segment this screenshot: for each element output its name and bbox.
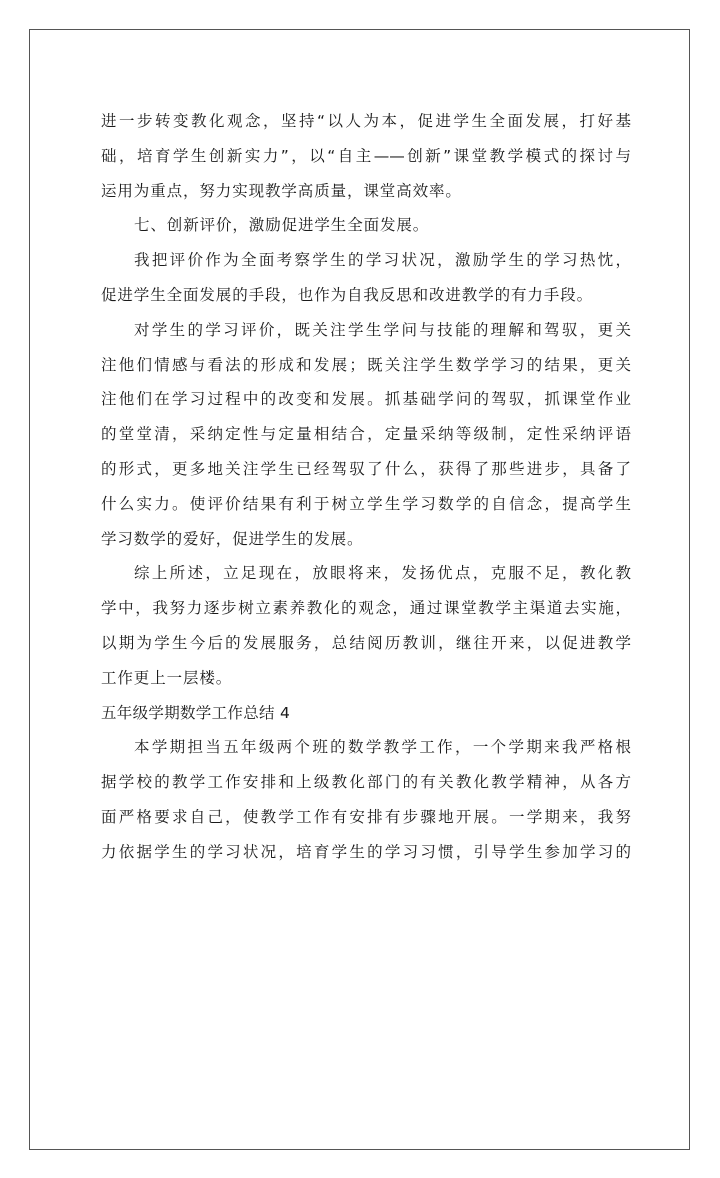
text-line: 注他们情感与看法的形成和发展；既关注学生数学学习的结果，更关 [101,355,631,374]
text-line: 进一步转变教化观念，坚持“以人为本，促进学生全面发展，打好基 [101,112,631,130]
text-line: 以期为学生今后的发展服务，总结阅历教训，继往开来，以促进教学 [101,633,631,652]
text-line: 什么实力。使评价结果有利于树立学生学习数学的自信念，提高学生 [101,494,631,513]
document-body [101,104,631,870]
text-line: 力依据学生的学习状况，培育学生的学习习惯，引导学生参加学习的 [101,842,631,861]
text-line: 运用为重点，努力实现教学高质量，课堂高效率。 [101,181,462,200]
paragraph-first-line: 综上所述，立足现在，放眼将来，发扬优点，克服不足，教化教 [134,564,631,583]
text-line: 注他们在学习过程中的改变和发展。抓基础学问的驾驭，抓课堂作业 [101,390,631,409]
paragraph-first-line: 对学生的学习评价，既关注学生学问与技能的理解和驾驭，更关 [134,320,631,339]
text-line: 促进学生全面发展的手段，也作为自我反思和改进教学的有力手段。 [101,285,594,304]
text-line: 据学校的教学工作安排和上级教化部门的有关教化教学精神，从各方 [101,773,631,792]
text-line: 础，培育学生创新实力”，以“自主——创新”课堂教学模式的探讨与 [101,146,631,165]
text-line: 的形式，更多地关注学生已经驾驭了什么，获得了那些进步，具备了 [101,459,631,478]
section-heading: 七、创新评价，激励促进学生全面发展。 [134,216,430,235]
text-line: 学习数学的爱好，促进学生的发展。 [101,529,364,548]
document-title: 五年级学期数学工作总结 4 [101,703,291,722]
paragraph-first-line: 我把评价作为全面考察学生的学习状况，激励学生的学习热忱， [134,251,631,270]
text-line: 工作更上一层楼。 [101,668,233,687]
paragraph-first-line: 本学期担当五年级两个班的数学教学工作，一个学期来我严格根 [134,738,631,757]
text-line: 面严格要求自己，使教学工作有安排有步骤地开展。一学期来，我努 [101,807,631,826]
text-line: 学中，我努力逐步树立素养教化的观念，通过课堂教学主渠道去实施， [101,599,631,618]
text-line: 的堂堂清，采纳定性与定量相结合，定量采纳等级制，定性采纳评语 [101,425,631,444]
